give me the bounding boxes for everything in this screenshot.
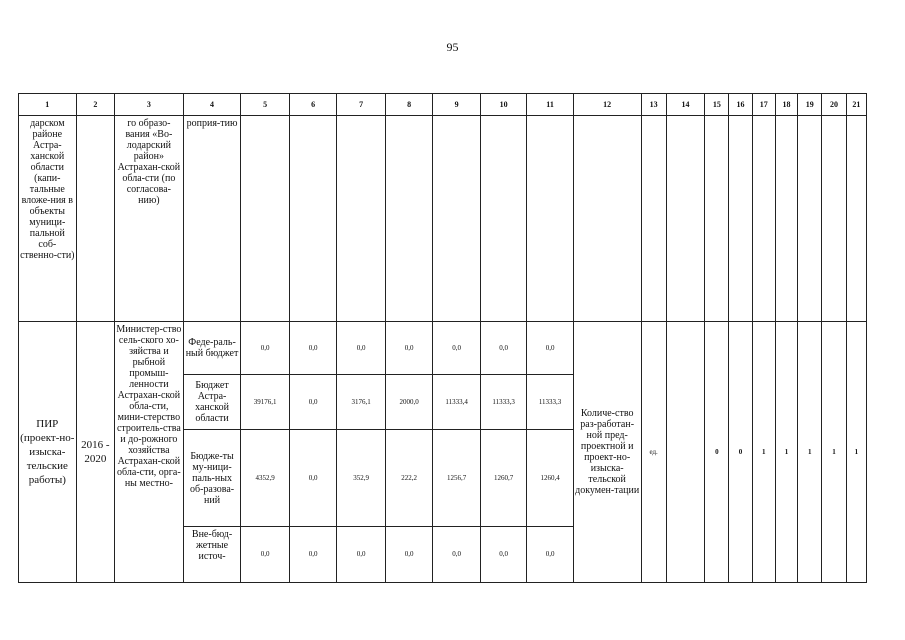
- indicator-value: [666, 322, 704, 583]
- program-table: [18, 93, 867, 583]
- continuation-source: роприя-тию: [183, 116, 241, 322]
- header-cell: 18: [775, 94, 797, 116]
- event-executors: Министер-ство сель-ского хо-зяйства и рыбной промыш-ленности Астрахан-ской обла-сти, мини-стерство строитель-ства и до-рожного хозяйства Астрахан-ской обла-сти, орга-ны местно-: [115, 322, 184, 583]
- funding-source-label: Бюдже-ты му-ници-паль-ных об-разова-ний: [183, 430, 241, 527]
- page-number: 95: [446, 40, 459, 54]
- header-cell: 2: [76, 94, 114, 116]
- funding-value: 0,0: [289, 527, 337, 583]
- funding-source-label: Бюджет Астра-ханской области: [183, 375, 241, 430]
- continuation-row: [19, 116, 867, 322]
- funding-value: 0,0: [289, 375, 337, 430]
- header-cell: 13: [641, 94, 666, 116]
- funding-value: 0,0: [337, 527, 386, 583]
- continuation-executor: го образо-вания «Во-лодарский район» Астрахан-ской обла-сти (по согласова-нию): [115, 116, 184, 322]
- funding-value: 0,0: [433, 322, 481, 375]
- header-cell: 17: [752, 94, 775, 116]
- indicator-value: 0: [729, 322, 752, 583]
- empty-cell: [241, 116, 290, 322]
- header-cell: 16: [729, 94, 752, 116]
- funding-value: 1260,4: [527, 430, 573, 527]
- indicator-value: 0: [705, 322, 729, 583]
- funding-value: 11333,3: [480, 375, 526, 430]
- funding-value: 2000,0: [385, 375, 433, 430]
- header-cell: 10: [480, 94, 526, 116]
- header-cell: 6: [289, 94, 337, 116]
- header-cell: 3: [115, 94, 184, 116]
- funding-value: 4352,9: [241, 430, 290, 527]
- empty-cell: [573, 116, 641, 322]
- header-cell: 11: [527, 94, 573, 116]
- funding-value: 3176,1: [337, 375, 386, 430]
- empty-cell: [666, 116, 704, 322]
- funding-value: 0,0: [527, 322, 573, 375]
- header-cell: 8: [385, 94, 433, 116]
- empty-cell: [337, 116, 386, 322]
- funding-value: 0,0: [433, 527, 481, 583]
- empty-cell: [775, 116, 797, 322]
- funding-value: 352,9: [337, 430, 386, 527]
- header-row: [19, 94, 867, 116]
- empty-cell: [752, 116, 775, 322]
- funding-value: 11333,4: [433, 375, 481, 430]
- empty-cell: [527, 116, 573, 322]
- funding-source-label: Феде-раль-ный бюджет: [183, 322, 241, 375]
- funding-value: 0,0: [480, 322, 526, 375]
- empty-cell: [846, 116, 866, 322]
- funding-value: 0,0: [241, 322, 290, 375]
- funding-source-label: Вне-бюд-жетные источ-: [183, 527, 241, 583]
- indicator-name: Количе-ство раз-работан-ной пред-проектной и проект-но-изыска-тельской докумен-тации: [573, 322, 641, 583]
- indicator-value: 1: [822, 322, 846, 583]
- empty-cell: [705, 116, 729, 322]
- funding-row: [19, 322, 867, 375]
- header-cell: 21: [846, 94, 866, 116]
- empty-cell: [729, 116, 752, 322]
- indicator-value: 1: [846, 322, 866, 583]
- empty-cell: [798, 116, 822, 322]
- header-cell: 12: [573, 94, 641, 116]
- indicator-value: 1: [752, 322, 775, 583]
- header-cell: 20: [822, 94, 846, 116]
- funding-value: 11333,3: [527, 375, 573, 430]
- funding-value: 0,0: [385, 527, 433, 583]
- header-cell: 1: [19, 94, 77, 116]
- funding-value: 222,2: [385, 430, 433, 527]
- header-cell: 15: [705, 94, 729, 116]
- funding-value: 0,0: [289, 430, 337, 527]
- funding-value: 0,0: [385, 322, 433, 375]
- funding-value: 0,0: [527, 527, 573, 583]
- funding-value: 1256,7: [433, 430, 481, 527]
- funding-value: 0,0: [289, 322, 337, 375]
- header-cell: 5: [241, 94, 290, 116]
- header-cell: 9: [433, 94, 481, 116]
- continuation-event-name: дарском районе Астра-ханской области (капи-тальные вложе-ния в объекты муници-пальной соб-ственно-сти): [19, 116, 77, 322]
- empty-cell: [641, 116, 666, 322]
- funding-value: 39176,1: [241, 375, 290, 430]
- funding-value: 0,0: [480, 527, 526, 583]
- funding-value: 0,0: [337, 322, 386, 375]
- empty-cell: [822, 116, 846, 322]
- header-cell: 4: [183, 94, 241, 116]
- continuation-period: [76, 116, 114, 322]
- indicator-value: 1: [775, 322, 797, 583]
- funding-value: 1260,7: [480, 430, 526, 527]
- header-cell: 19: [798, 94, 822, 116]
- empty-cell: [480, 116, 526, 322]
- funding-value: 0,0: [241, 527, 290, 583]
- event-name: ПИР (проект-но-изыска-тельские работы): [19, 322, 77, 583]
- header-cell: 14: [666, 94, 704, 116]
- event-period: 2016 - 2020: [76, 322, 114, 583]
- indicator-unit: ед.: [641, 322, 666, 583]
- empty-cell: [433, 116, 481, 322]
- empty-cell: [385, 116, 433, 322]
- empty-cell: [289, 116, 337, 322]
- indicator-value: 1: [798, 322, 822, 583]
- header-cell: 7: [337, 94, 386, 116]
